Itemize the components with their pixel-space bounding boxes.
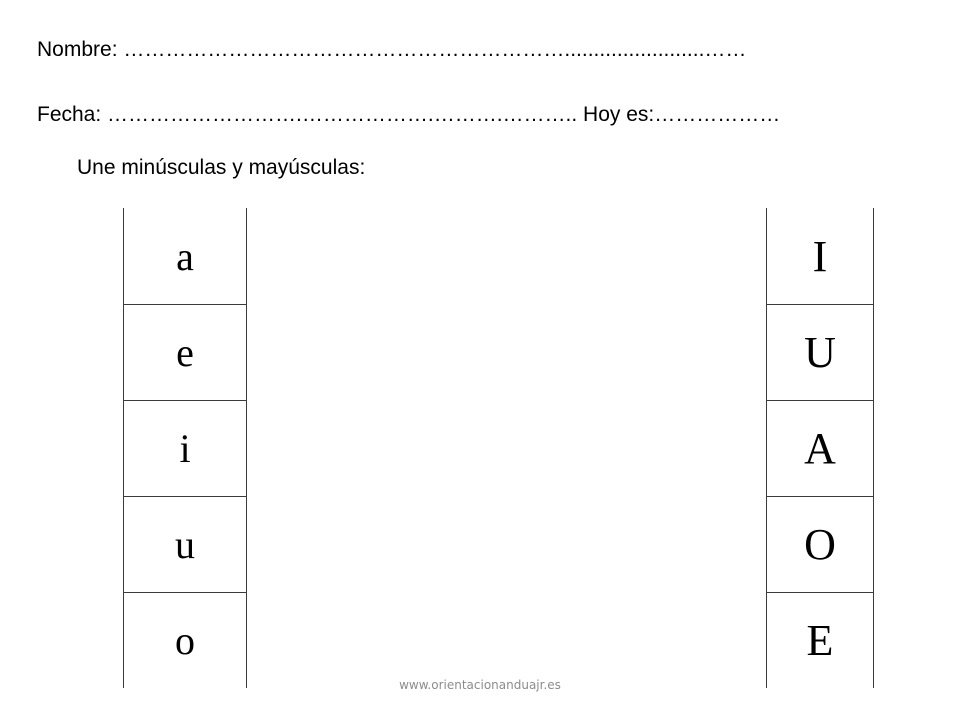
uppercase-letter-cell[interactable]: U xyxy=(767,304,873,400)
instruction-text: Une minúsculas y mayúsculas: xyxy=(77,156,366,179)
lowercase-letter-cell[interactable]: u xyxy=(124,496,246,592)
fecha-dots: ……………………….……………….……….……….. Hoy es:……………… xyxy=(107,103,781,126)
uppercase-column xyxy=(766,208,874,688)
lowercase-letter-cell[interactable]: e xyxy=(124,304,246,400)
nombre-dots: ………………………………………………………........................…… xyxy=(123,38,747,61)
lowercase-letter-cell[interactable]: a xyxy=(176,233,194,279)
lowercase-column xyxy=(123,208,247,688)
nombre-line xyxy=(37,38,746,62)
uppercase-letter-cell[interactable]: E xyxy=(767,592,873,688)
lowercase-letter-cell[interactable]: i xyxy=(124,400,246,496)
uppercase-letter-cell[interactable]: I xyxy=(812,231,828,281)
uppercase-letter-cell[interactable]: A xyxy=(767,400,873,496)
nombre-label: Nombre: xyxy=(37,38,118,61)
uppercase-letter-cell[interactable]: O xyxy=(767,496,873,592)
fecha-label: Fecha: xyxy=(37,103,102,126)
watermark-url: www.orientacionanduajr.es xyxy=(399,678,561,692)
fecha-line xyxy=(37,103,780,127)
lowercase-letter-cell[interactable]: o xyxy=(124,592,246,688)
